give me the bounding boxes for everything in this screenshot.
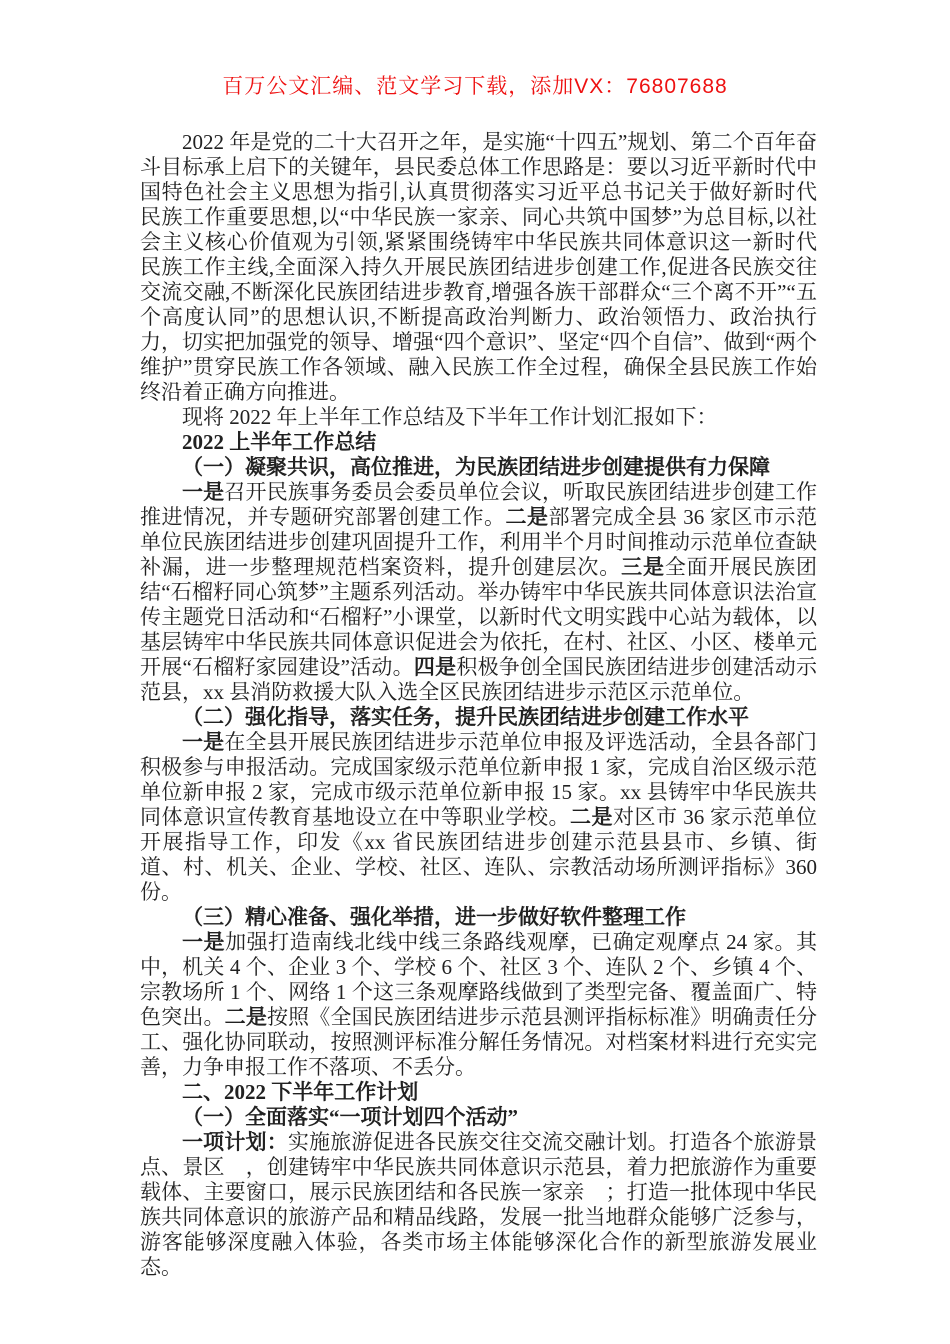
- heading-first-half-summary: [140, 430, 817, 455]
- text-run: 积极争创全国民族团结进步创建活动示范县，xx 县消防救援大队入选全区民族团结进步示范区示范单位。: [140, 655, 818, 704]
- bold-run: （一）凝聚共识，高位推进，为民族团结进步创建提供有力保障: [182, 455, 770, 479]
- bold-run: 二是: [570, 805, 613, 829]
- para-transition: [140, 405, 817, 430]
- text-run: 按照《全国民族团结进步示范县测评指标标准》明确责任分工、强化协同联动，按照测评标准分解任务情况。对档案材料进行充实完善，力争申报工作不落项、不丢分。: [140, 1005, 818, 1079]
- text-run: 部署完成全县 36 家区市示范单位民族团结进步创建巩固提升工作，利用半个月时间推动示范单位查缺补漏，进一步整理规范档案资料，提升创建层次。: [140, 505, 817, 579]
- bold-run: 二是: [224, 1005, 267, 1029]
- text-run: 现将 2022 年上半年工作总结及下半年工作计划汇报如下：: [182, 405, 718, 429]
- heading-1-3: [140, 905, 817, 930]
- bold-run: 二、2022 下半年工作计划: [182, 1080, 419, 1104]
- document-body: [140, 130, 817, 1280]
- bold-run: 四是: [413, 655, 457, 679]
- text-run: 在全县开展民族团结进步示范单位申报及评选活动，全县各部门积极参与申报活动。完成国家级示范单位新申报 1 家，完成自治区级示范单位新申报 2 家，完成市级示范单位新申报 15 家。xx 县铸牢中华民族共同体意识宣传教育基地设立在中等职业学校。: [140, 730, 818, 829]
- bold-run: 一项计划：: [182, 1130, 288, 1154]
- para-2-1: [140, 1130, 817, 1280]
- bold-run: 2022 上半年工作总结: [182, 430, 377, 454]
- text-run: 加强打造南线北线中线三条路线观摩，已确定观摩点 24 家。其中，机关 4 个、企业 3 个、学校 6 个、社区 3 个、连队 2 个、乡镇 4 个、宗教场所 1 个、网络 1 个这三条观摩路线做到了类型完备、覆盖面广、特色突出。: [140, 930, 818, 1029]
- heading-2: [140, 1080, 817, 1105]
- heading-1-2: [140, 705, 817, 730]
- para-1-2: [140, 730, 817, 905]
- bold-run: 二是: [505, 505, 549, 529]
- bold-run: 一是: [182, 930, 226, 954]
- para-intro: [140, 130, 817, 405]
- text-run: 实施旅游促进各民族交往交流交融计划。打造各个旅游景点、景区 ，创建铸牢中华民族共同体意识示范县，着力把旅游作为重要载体、主要窗口，展示民族团结和各民族一家亲 ；打造一批体现中华民族共同体意识的旅游产品和精品线路，发展一批当地群众能够广泛参与，游客能够深度融入体验，各类市场主体能够深化合作的新型旅游发展业态。: [140, 1130, 818, 1279]
- text-run: 2022 年是党的二十大召开之年，是实施“十四五”规划、第二个百年奋斗目标承上启下的关键年，县民委总体工作思路是：要以习近平新时代中国特色社会主义思想为指引,认真贯彻落实习近平总书记关于做好新时代民族工作重要思想,以“中华民族一家亲、同心共筑中国梦”为总目标,以社会主义核心价值观为引领,紧紧围绕铸牢中华民族共同体意识这一新时代民族工作主线,全面深入持久开展民族团结进步创建工作,促进各民族交往交流交融,不断深化民族团结进步教育,增强各族干部群众“三个离不开”“五个高度认同”的思想认识,不断提高政治判断力、政治领悟力、政治执行力，切实把加强党的领导、增强“四个意识”、坚定“四个自信”、做到“两个维护”贯穿民族工作各领域、融入民族工作全过程，确保全县民族工作始终沿着正确方向推进。: [140, 130, 817, 404]
- para-1-3: [140, 930, 817, 1080]
- para-1-1: [140, 480, 817, 705]
- heading-1-1: [140, 455, 817, 480]
- bold-run: 三是: [621, 555, 665, 579]
- promo-header: 百万公文汇编、范文学习下载，添加VX：76807688: [222, 75, 728, 98]
- bold-run: （二）强化指导，落实任务，提升民族团结进步创建工作水平: [182, 705, 749, 729]
- bold-run: 一是: [182, 730, 225, 754]
- text-run: 全面开展民族团结“石榴籽同心筑梦”主题系列活动。举办铸牢中华民族共同体意识法治宣传主题党日活动和“石榴籽”小课堂，以新时代文明实践中心站为载体，以基层铸牢中华民族共同体意识促进会为依托，在村、社区、小区、楼单元开展“石榴籽家园建设”活动。: [140, 555, 818, 679]
- bold-run: （一）全面落实“一项计划四个活动”: [182, 1105, 518, 1129]
- text-run: 对区市 36 家示范单位开展指导工作，印发《xx 省民族团结进步创建示范县县市、乡镇、街道、村、机关、企业、学校、社区、连队、宗教活动场所测评指标》360 份。: [140, 805, 817, 904]
- text-run: 召开民族事务委员会委员单位会议，听取民族团结进步创建工作推进情况，并专题研究部署创建工作。: [140, 480, 818, 529]
- heading-2-1: [140, 1105, 817, 1130]
- bold-run: （三）精心准备、强化举措，进一步做好软件整理工作: [182, 905, 686, 929]
- bold-run: 一是: [182, 480, 225, 504]
